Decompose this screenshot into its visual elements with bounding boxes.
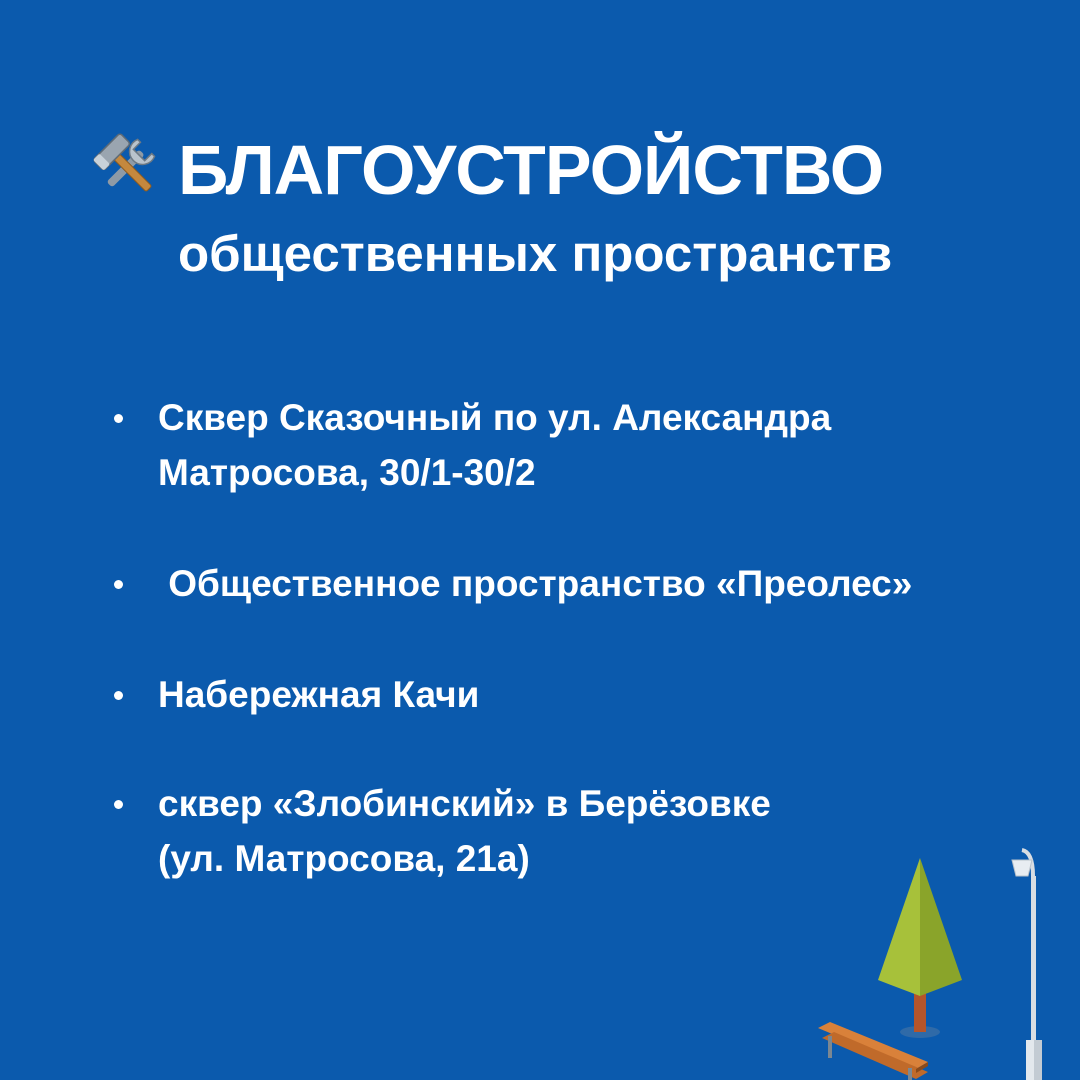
bullet	[114, 414, 123, 423]
bullet	[114, 691, 123, 700]
tree-icon	[878, 858, 962, 1038]
list-item	[114, 776, 771, 886]
page-subtitle: общественных пространств	[178, 225, 893, 282]
list-item-line: Сквер Сказочный по ул. Александра	[158, 397, 832, 438]
list-item	[114, 390, 831, 500]
park-illustration	[800, 840, 1080, 1080]
bullet	[114, 800, 123, 809]
list-item-line: Общественное пространство «Преолес»	[158, 563, 913, 604]
street-lamp-icon	[1012, 850, 1042, 1080]
list-item	[114, 556, 912, 611]
list-item-line: Набережная Качи	[158, 674, 480, 715]
list-item-line: (ул. Матросова, 21а)	[158, 838, 530, 879]
list-item-line: Матросова, 30/1-30/2	[158, 452, 536, 493]
list-item	[114, 667, 479, 722]
page-title: БЛАГОУСТРОЙСТВО	[178, 131, 884, 209]
list-item-line: сквер «Злобинский» в Берёзовке	[158, 783, 771, 824]
bullet	[114, 580, 123, 589]
